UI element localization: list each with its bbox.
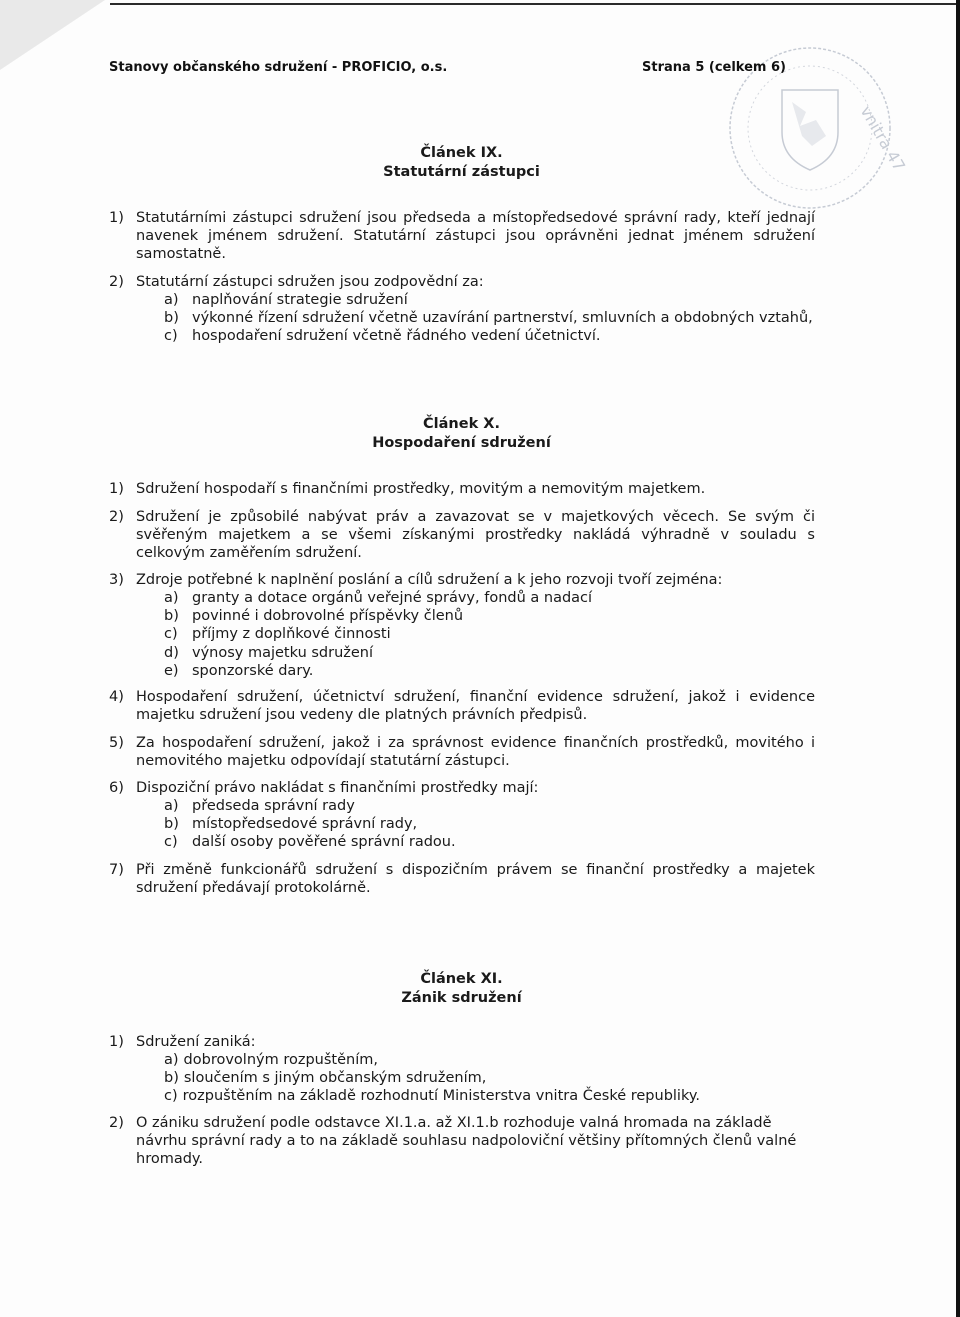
page-number: Strana 5 (celkem 6) — [642, 60, 786, 75]
paragraph-text: Zdroje potřebné k naplnění poslání a cílů sdružení a k jeho rozvoji tvoří zejména: — [136, 572, 723, 588]
list-item — [164, 625, 592, 643]
paragraph — [109, 508, 815, 562]
article-11-heading — [109, 970, 814, 1008]
scan-edge-top — [110, 3, 960, 5]
list-item — [164, 589, 592, 607]
list-letter: b) — [164, 1070, 179, 1087]
paragraph — [109, 1033, 815, 1051]
paragraph — [109, 734, 815, 770]
paragraph — [109, 273, 815, 291]
paragraph-number: 2) — [109, 274, 124, 290]
list-text: sloučením s jiným občanským sdružením, — [183, 1070, 487, 1087]
sub-list — [164, 797, 456, 852]
sub-list — [164, 589, 592, 680]
list-letter: d) — [164, 644, 179, 661]
list-text: granty a dotace orgánů veřejné správy, fondů a nadací — [192, 590, 593, 606]
paragraph — [109, 571, 815, 589]
paragraph — [109, 480, 815, 498]
paragraph — [109, 688, 815, 724]
list-text: hospodaření sdružení včetně řádného vedení účetnictví. — [192, 328, 601, 345]
list-text: předseda správní rady — [192, 798, 355, 814]
list-letter: a) — [164, 590, 179, 606]
article-title: Hospodaření sdružení — [372, 435, 551, 451]
paragraph-number: 1) — [109, 1034, 124, 1050]
list-item — [164, 797, 456, 815]
list-letter: b) — [164, 310, 179, 327]
scan-edge-right — [956, 0, 960, 1317]
paragraph-number: 4) — [109, 689, 124, 705]
paragraph-number: 2) — [109, 509, 124, 525]
article-9-heading — [109, 144, 814, 182]
svg-text:vnitra 47: vnitra 47 — [856, 102, 910, 175]
paragraph — [109, 861, 815, 897]
list-letter: c) — [164, 328, 178, 345]
paragraph-number: 1) — [109, 210, 124, 226]
list-letter: a) — [164, 798, 179, 814]
paragraph-number: 5) — [109, 735, 124, 751]
paragraph-text: Hospodaření sdružení, účetnictví sdružení, finanční evidence sdružení, jakož i evidence majetku sdružení jsou vedeny dle platných právních předpisů. — [136, 689, 815, 723]
paragraph — [109, 779, 815, 797]
list-item — [164, 662, 592, 680]
paragraph-text: Při změně funkcionářů sdružení s dispozičním právem se finanční prostředky a majetek sdružení předávají protokolárně. — [136, 862, 815, 896]
list-item — [164, 1087, 700, 1105]
list-item — [164, 607, 592, 625]
sub-list — [164, 1051, 700, 1106]
list-letter: c) — [164, 1088, 178, 1105]
article-label: Článek X. — [423, 416, 500, 432]
scan-corner-artifact — [0, 0, 105, 70]
list-text: místopředsedové správní rady, — [192, 816, 418, 833]
list-letter: c) — [164, 834, 178, 851]
document-header-title: Stanovy občanského sdružení - PROFICIO, o.s. — [109, 60, 448, 75]
paragraph-number: 6) — [109, 780, 124, 796]
list-letter: b) — [164, 816, 179, 833]
paragraph-text: Statutární zástupci sdružen jsou zodpovědní za: — [136, 274, 484, 290]
paragraph — [109, 1114, 815, 1168]
paragraph-text: Sdružení hospodaří s finančními prostředky, movitým a nemovitým majetkem. — [136, 481, 706, 497]
list-letter: b) — [164, 608, 179, 625]
list-text: příjmy z doplňkové činnosti — [192, 626, 391, 643]
paragraph-number: 2) — [109, 1115, 124, 1131]
paragraph-text: Sdružení zaniká: — [136, 1034, 256, 1050]
list-letter: a) — [164, 1052, 179, 1068]
list-letter: c) — [164, 626, 178, 643]
list-item — [164, 644, 592, 662]
paragraph-text: Sdružení je způsobilé nabývat práv a zavazovat se v majetkových věcech. Se svým či svěřeným majetkem a se všemi získanými prostředky nakládá výhradně v souladu s celkovým zaměřením sdružení. — [136, 509, 815, 561]
article-label: Článek IX. — [420, 145, 503, 161]
paragraph-text: Dispoziční právo nakládat s finančními prostředky mají: — [136, 780, 539, 796]
list-item — [164, 309, 813, 327]
paragraph-number: 3) — [109, 572, 124, 588]
list-text: výnosy majetku sdružení — [192, 644, 374, 661]
article-10-heading — [109, 415, 814, 453]
list-item — [164, 833, 456, 851]
list-text: rozpuštěním na základě rozhodnutí Ministerstva vnitra České republiky. — [182, 1088, 700, 1105]
list-item — [164, 291, 813, 309]
list-item — [164, 1051, 700, 1069]
article-title: Statutární zástupci — [383, 164, 540, 180]
list-text: sponzorské dary. — [192, 662, 314, 679]
list-item — [164, 815, 456, 833]
list-item — [164, 1069, 700, 1087]
paragraph-number: 7) — [109, 862, 124, 878]
paragraph-text: Statutárními zástupci sdružení jsou předseda a místopředsedové správní rady, kteří jednají navenek jménem sdružení. Statutární zástupci jsou oprávněni jednat jménem sdružení samostatně. — [136, 210, 815, 262]
article-title: Zánik sdružení — [401, 990, 522, 1006]
list-item — [164, 327, 813, 345]
list-text: naplňování strategie sdružení — [192, 292, 408, 308]
list-letter: e) — [164, 662, 179, 679]
paragraph-text: O zániku sdružení podle odstavce XI.1.a. až XI.1.b rozhoduje valná hromada na základě návrhu správní rady a to na základě souhlasu nadpoloviční většiny přítomných členů valné hromady. — [136, 1115, 797, 1167]
list-text: výkonné řízení sdružení včetně uzavírání partnerství, smluvních a obdobných vztahů, — [192, 310, 813, 327]
list-text: povinné i dobrovolné příspěvky členů — [192, 608, 464, 625]
article-label: Článek XI. — [420, 971, 503, 987]
list-text: další osoby pověřené správní radou. — [192, 834, 456, 851]
paragraph-number: 1) — [109, 481, 124, 497]
paragraph — [109, 209, 815, 263]
paragraph-text: Za hospodaření sdružení, jakož i za správnost evidence finančních prostředků, movitého i nemovitého majetku odpovídají statutární zástupci. — [136, 735, 815, 769]
sub-list — [164, 291, 813, 346]
list-letter: a) — [164, 292, 179, 308]
list-text: dobrovolným rozpuštěním, — [183, 1052, 378, 1068]
